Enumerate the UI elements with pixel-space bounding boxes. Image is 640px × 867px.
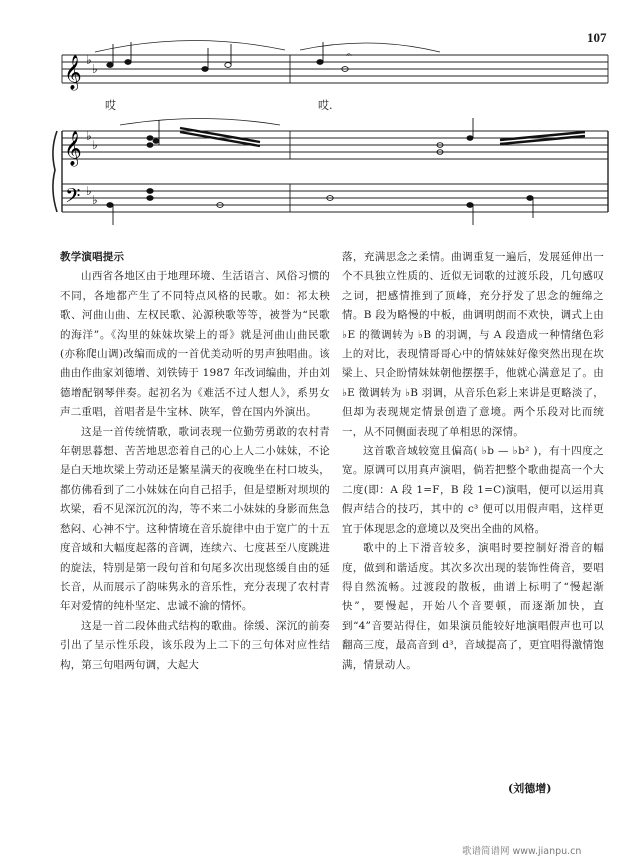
piano-bass-staff: [62, 184, 608, 212]
brace: [53, 131, 57, 212]
paragraph: 这是一首传统情歌，歌词表现一位勤劳勇敢的农村青年朝思暮想、苦苦地思恋着自己的心上人二小妹妹，不论是白天地坎梁上劳动还是繁星满天的夜晚坐在村口坡头，都仿佛看到了二小妹妹在向自己招手，但是望断对坝坝的坎梁，看不见深沉沉的沟，等不来二小妹妹的身影而焦急愁闷、心神不宁。这种情境在音乐旋律中由于宽广的十五度音域和大幅度起落的音调，连续六、七度甚至八度跳进的旋法，特别是第一段句首和句尾多次出现悠缓自由的延长音，从而展示了韵味隽永的音乐性，充分表现了农村青年对爱情的纯朴坚定、忠诚不渝的情怀。: [60, 425, 330, 613]
flat-icon: ♭: [92, 193, 98, 207]
flat-icon: ♭: [92, 62, 98, 76]
page-number: 107: [587, 30, 607, 45]
flat-icon: ♭: [86, 53, 92, 67]
author-signature: (刘德增): [508, 782, 552, 795]
left-column: [60, 248, 330, 675]
paragraph: 这是一首二段体曲式结构的歌曲。徐缓、深沉的前奏引出了呈示性乐段，该乐段为上二下的三句体对应性结构，第三句唱两句调，大起大: [60, 619, 330, 671]
paragraph: 山西省各地区由于地理环境、生活语言、风俗习惯的不同，各地都产生了不同特点风格的民歌。如：祁太秧歌、河曲山曲、左权民歌、沁源秧歌等等，被誉为“民歌的海洋”。《沟里的妹妹坎梁上的哥》就是河曲山曲民歌(亦称爬山调)改编而成的一首优美动听的男声独唱曲。该曲由作曲家刘德增、刘铁铸于 1987 年改词编曲，并由刘德增配钢琴伴奏。起初名为《难活不过人想人》，系男女声二重唱，首唱者是牛宝林、陕军，曾在国内外演出。: [60, 270, 330, 419]
flat-icon: ♭: [86, 184, 92, 198]
paragraph: 歌中的上下滑音较多，演唱时要控制好滑音的幅度，做到和谐适度。其次多次出现的装饰性倚音，要唱得自然流畅。过渡段的散板，曲谱上标明了“慢起渐快”，要慢起，开始八个音要顿，而逐渐加快，直到“4”音要站得住，如果演员能较好地演唱假声也可以翻高三度，最高音到 d³，音域提高了，更宜唱得激情饱满，情景动人。: [342, 542, 604, 671]
watermark: 歌谱简谱网 www.jianpu.cn: [462, 846, 582, 857]
section-heading: 教学演唱提示: [60, 251, 125, 263]
paragraph: 这首歌音域较宽且偏高( ♭b — ♭b² )，有十四度之宽。原调可以用真声演唱，倘若把整个歌曲提高一个大二度(即：A 段 1=F，B 段 1=C)演唱，便可以运用真假声结合的技巧，其中的 c³ 便可以用假声唱，这样更宜于体现思念的意境以及突出全曲的风格。: [342, 445, 604, 535]
vocal-staff: [62, 55, 608, 83]
treble-clef-icon: 𝄞: [64, 55, 82, 90]
paragraph: 落，充满思念之柔情。曲调重复一遍后，发展延伸出一个不具独立性质的、近似无词歌的过渡乐段，几句感叹之词，把感情推到了顶峰，充分抒发了思念的缠绵之情。B 段为略慢的中板，曲调明朗而不欢快，调式上由 ♭E 的徵调转为 ♭B 的羽调，与 A 段造成一种情绪色彩上的对比，表现情哥哥心中的情妹妹好像突然出现在坎梁上、只企盼情妹妹朝他摆摆手，他就心满意足了。由 ♭E 徵调转为 ♭B 羽调，从音乐色彩上来讲是更略淡了，但却为表现规定情景创造了意境。两个乐段对比而统一，从不同侧面表现了单相思的深情。: [342, 251, 604, 438]
music-score: [0, 0, 640, 240]
treble-clef-icon: 𝄞: [64, 131, 82, 166]
piano-treble-staff: [62, 131, 608, 159]
svg-text:𝄐: 𝄐: [346, 50, 352, 61]
slur: [95, 40, 285, 52]
right-column: [342, 248, 604, 675]
slur: [120, 119, 280, 126]
flat-icon: ♭: [92, 138, 98, 152]
slur: [300, 43, 440, 52]
lyric-syllable: 哎: [105, 99, 116, 112]
bass-clef-icon: 𝄢: [65, 184, 81, 212]
lyric-syllable: 哎.: [318, 99, 333, 112]
flat-icon: ♭: [86, 129, 92, 143]
